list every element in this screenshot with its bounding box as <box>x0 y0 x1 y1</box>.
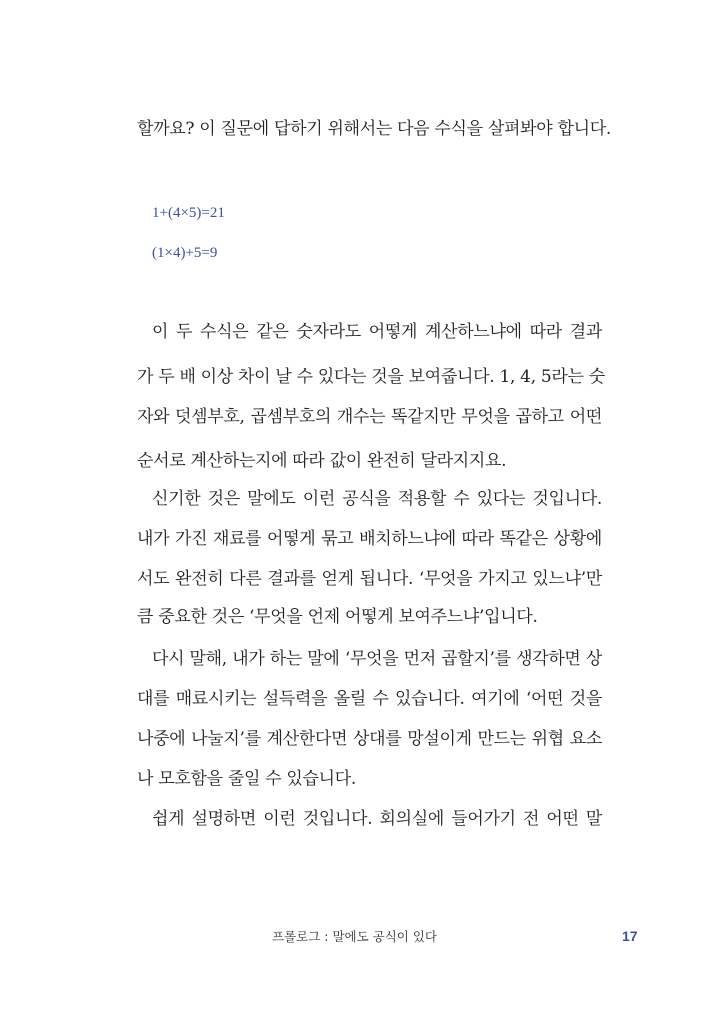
body-line: 내가 가진 재료를 어떻게 묶고 배치하느냐에 따라 똑같은 상황에 <box>137 529 602 549</box>
body-line: 나중에 나눌지’를 계산한다면 상대를 망설이게 만드는 위협 요소 <box>137 729 602 749</box>
formula: (1×4)+5=9 <box>152 245 218 261</box>
running-title: 프롤로그 : 말에도 공식이 있다 <box>272 929 438 944</box>
body-line: 신기한 것은 말에도 이런 공식을 적용할 수 있다는 것입니다. <box>152 489 602 509</box>
body-line: 자와 덧셈부호, 곱셈부호의 개수는 똑같지만 무엇을 곱하고 어떤 <box>137 407 602 427</box>
body-line: 이 두 수식은 같은 숫자라도 어떻게 계산하느냐에 따라 결과 <box>152 322 602 342</box>
page-number: 17 <box>622 928 638 944</box>
page-footer <box>0 928 723 948</box>
body-line: 가 두 배 이상 차이 날 수 있다는 것을 보여줍니다. 1, 4, 5라는 숫 <box>137 367 605 387</box>
body-line: 큼 중요한 것은 ‘무엇을 언제 어떻게 보여주느냐’입니다. <box>137 607 538 627</box>
formula: 1+(4×5)=21 <box>152 205 225 221</box>
body-line: 서도 완전히 다른 결과를 얻게 됩니다. ‘무엇을 가지고 있느냐’만 <box>137 569 602 589</box>
body-line: 할까요? 이 질문에 답하기 위해서는 다음 수식을 살펴봐야 합니다. <box>137 119 611 139</box>
body-line: 대를 매료시키는 설득력을 올릴 수 있습니다. 여기에 ‘어떤 것을 <box>137 689 602 709</box>
body-line: 쉽게 설명하면 이런 것입니다. 회의실에 들어가기 전 어떤 말 <box>152 809 602 829</box>
body-line: 나 모호함을 줄일 수 있습니다. <box>137 769 356 789</box>
body-line: 다시 말해, 내가 하는 말에 ‘무엇을 먼저 곱할지’를 생각하면 상 <box>152 649 602 669</box>
body-line: 순서로 계산하는지에 따라 값이 완전히 달라지지요. <box>137 451 507 471</box>
